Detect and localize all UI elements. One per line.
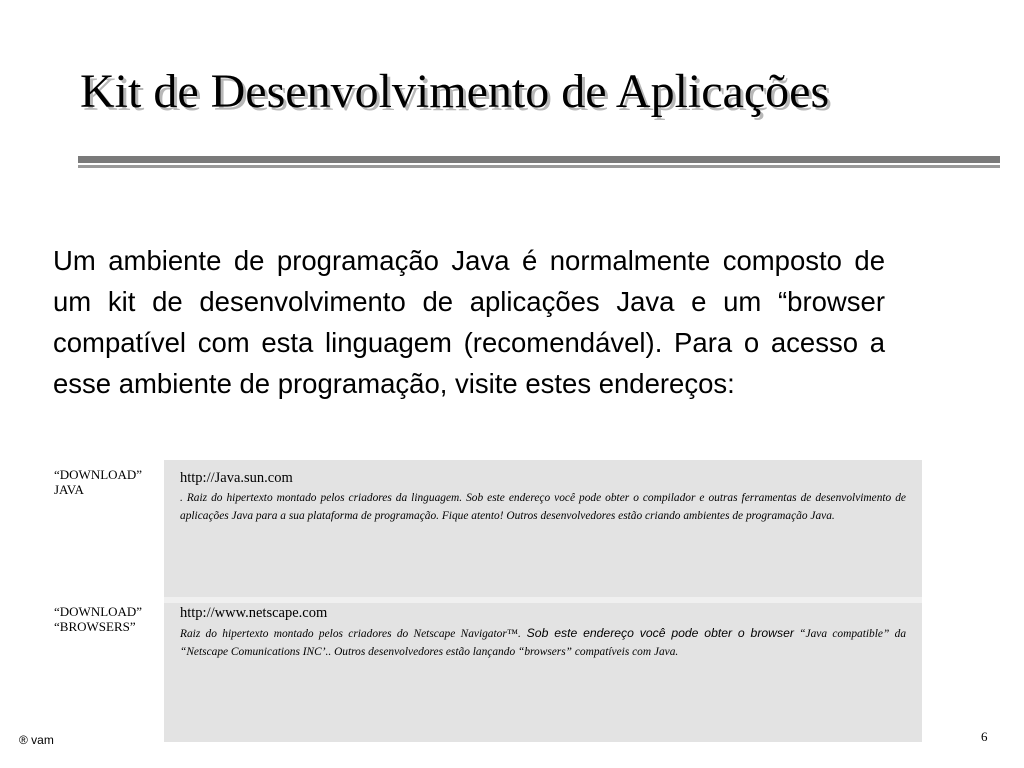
netscape-entry — [180, 604, 906, 661]
download-browsers-label-line1: “DOWNLOAD” — [54, 604, 143, 619]
download-java-label-line2: JAVA — [54, 482, 84, 497]
netscape-description-part2: Sob este endereço você pode obter o browser — [520, 626, 794, 640]
page-number: 6 — [981, 729, 988, 744]
download-java-label — [54, 467, 142, 497]
title-underline-thick — [78, 156, 1000, 163]
java-sun-entry — [180, 469, 906, 525]
download-java-label-line1: “DOWNLOAD” — [54, 467, 143, 482]
java-sun-description: . Raiz do hipertexto montado pelos criadores da linguagem. Sob este endereço você pode obter o compilador e outras ferramentas de desenvolvimento de aplicações Java para a sua plataforma de programação. Fique atento! Outros desenvolvedores estão criando ambientes de programação Java. — [180, 492, 906, 522]
netscape-description-part1: Raiz do hipertexto montado pelos criadores do Netscape Navigator™. — [180, 628, 521, 640]
title-underline-thin — [78, 165, 1000, 168]
netscape-url[interactable]: http://www.netscape.com — [180, 605, 328, 621]
intro-paragraph: Um ambiente de programação Java é normalmente composto de um kit de desenvolvimento de aplicações Java e um “browser compatível com esta linguagem (recomendável). Para o acesso a esse ambiente de programação, visite estes endereços: — [53, 245, 885, 399]
slide-title: Kit de Desenvolvimento de Aplicações — [80, 65, 830, 118]
netscape-description-part3: “Java compatible” da “Netscape Comunications INC’.. Outros desenvolvedores estão lançando “browsers” compatíveis com Java. — [180, 628, 907, 658]
download-browsers-label — [54, 604, 142, 634]
netscape-description — [180, 625, 906, 661]
links-panel-divider — [164, 597, 922, 603]
java-sun-url[interactable]: http://Java.sun.com — [180, 470, 293, 486]
footer-author: ® vam — [19, 733, 54, 747]
download-browsers-label-line2: “BROWSERS” — [54, 619, 136, 634]
